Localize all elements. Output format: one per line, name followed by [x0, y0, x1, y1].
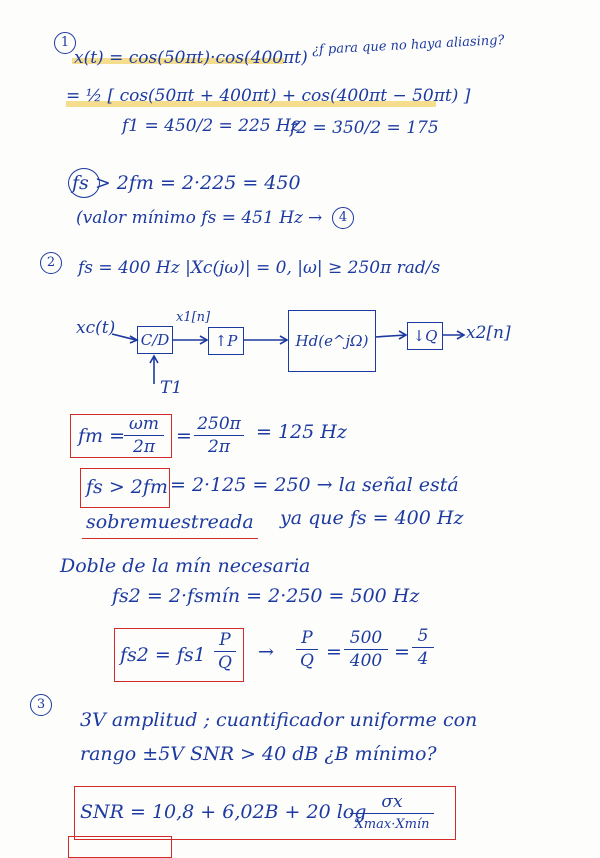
- filter-block: Hd(e^jΩ): [288, 310, 376, 372]
- problem-2-number: 2: [40, 252, 62, 274]
- nyquist-result: = 2·125 = 250 → la señal está: [170, 474, 459, 496]
- fm-denominator-2: 2π: [208, 437, 230, 457]
- signal-expression: x(t) = cos(50πt)·cos(400πt): [74, 48, 308, 68]
- minimum-value-note: (valor mínimo fs = 451 Hz: [76, 208, 303, 228]
- answer-arrow: →: [308, 208, 323, 228]
- problem-1-number: 1: [54, 32, 76, 54]
- fm-fraction: [124, 414, 164, 457]
- ratio-equals-2: =: [394, 641, 410, 663]
- oversampled-word: sobremuestreada: [86, 511, 254, 533]
- ratio-equals: =: [326, 641, 342, 663]
- x1-label: x1[n]: [176, 310, 211, 325]
- ratio-fraction-3: [412, 626, 434, 669]
- input-label: xc(t): [76, 318, 116, 338]
- snr-denominator: Xmax·Xmín: [354, 817, 430, 832]
- given-conditions: fs = 400 Hz |Xc(jω)| = 0, |ω| ≥ 250π rad/s: [78, 258, 441, 278]
- frequency-f2: f2 = 350/2 = 175: [290, 118, 439, 138]
- relation-lhs: fs2 = fs1: [120, 644, 206, 666]
- product-to-sum-identity: = ½ [ cos(50πt + 400πt) + cos(400πt − 50πt) ]: [66, 86, 471, 106]
- answer-circle: 4: [332, 207, 354, 229]
- problem-3-line-1: 3V amplitud ; cuantificador uniforme con: [80, 709, 478, 731]
- oversampled-underline: [82, 538, 258, 539]
- ratio-denominator: Q: [300, 651, 314, 671]
- frequency-f1: f1 = 450/2 = 225 Hz: [122, 116, 300, 136]
- upsampler-block: ↑P: [208, 327, 244, 355]
- ratio-denominator-3: 4: [417, 649, 429, 669]
- ratio-numerator-3: 5: [417, 626, 429, 646]
- double-min-note: Doble de la mín necesaria: [60, 555, 311, 577]
- ratio-arrow: →: [258, 641, 274, 663]
- fs2-calculation: fs2 = 2·fsmín = 2·250 = 500 Hz: [112, 585, 420, 607]
- ratio-numerator: P: [301, 628, 313, 648]
- relation-fraction: [214, 630, 236, 673]
- fm-numerator-2: 250π: [197, 414, 241, 434]
- fm-lhs: fm =: [78, 425, 126, 447]
- oversampled-reason: ya que fs = 400 Hz: [280, 507, 464, 529]
- fm-fraction-2: [194, 414, 244, 457]
- arrow-filter-to-down: [375, 335, 406, 337]
- snr-numerator: σx: [381, 792, 403, 812]
- ratio-denominator-2: 400: [349, 651, 383, 671]
- output-label: x2[n]: [466, 323, 511, 343]
- cd-converter-block: C/D: [137, 326, 173, 354]
- t1-label: T1: [160, 378, 183, 398]
- nyquist-condition: fs > 2fm: [86, 476, 168, 498]
- fm-denominator: 2π: [133, 437, 155, 457]
- snr-formula: SNR = 10,8 + 6,02B + 20 log: [80, 801, 367, 823]
- snr-fraction: [350, 792, 434, 835]
- fm-numerator: ωm: [129, 414, 159, 434]
- fm-result: = 125 Hz: [256, 421, 347, 443]
- problem-3-line-2: rango ±5V SNR > 40 dB ¿B mínimo?: [80, 743, 437, 765]
- ratio-fraction-2: [344, 628, 388, 671]
- relation-denominator: Q: [218, 653, 232, 673]
- relation-numerator: P: [219, 630, 231, 650]
- sampling-condition: fs > 2fm = 2·225 = 450: [72, 172, 301, 194]
- ratio-numerator-2: 500: [349, 628, 383, 648]
- downsampler-block: ↓Q: [407, 322, 443, 350]
- fm-equals: =: [176, 425, 192, 447]
- ratio-fraction: [296, 628, 318, 671]
- cut-off-box: [68, 836, 172, 858]
- problem-3-number: 3: [30, 694, 52, 716]
- aliasing-question: ¿f para que no haya aliasing?: [311, 32, 505, 59]
